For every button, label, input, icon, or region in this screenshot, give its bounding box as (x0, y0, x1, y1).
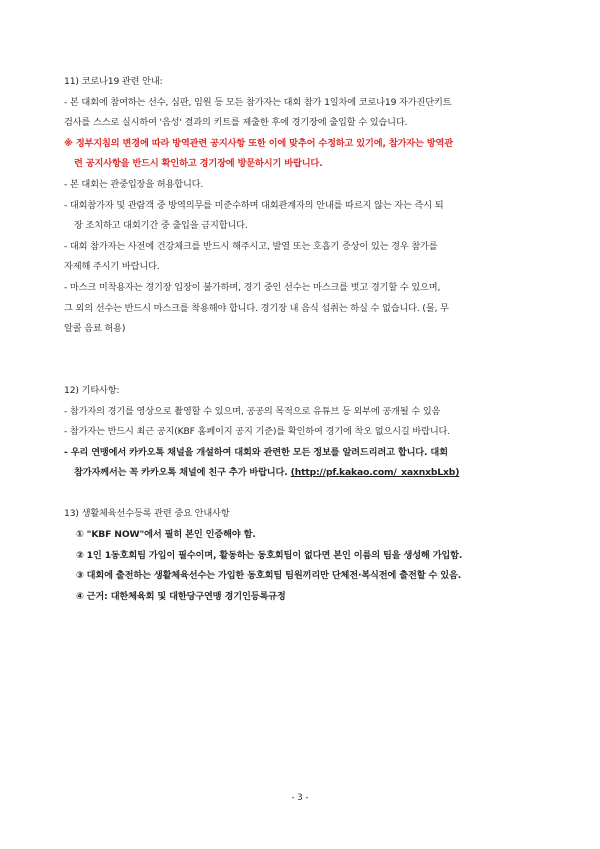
section-spacer (64, 360, 544, 381)
section-11-line: 자제해 주시기 바랍니다. (64, 261, 160, 273)
quarantine-notice-line: 련 공지사항을 반드시 확인하고 경기장에 방문하시기 바랍니다. (74, 158, 323, 170)
page-number: - 3 - (291, 793, 309, 803)
section-spacer (64, 340, 544, 361)
section-11-heading: 11) 코로나19 관련 안내: (64, 76, 163, 87)
registration-item: ④ 근거: 대한체육회 및 대한당구연맹 경기인등록규정 (76, 590, 286, 602)
kakao-channel-link[interactable]: (http://pf.kakao.com/_xaxnxbLxb) (290, 467, 460, 479)
section-13-heading: 13) 생활체육선수등록 관련 중요 안내사항 (64, 508, 230, 520)
kakao-channel-line: - 우리 연맹에서 카카오톡 채널을 개설하여 대회와 관련한 모든 정보를 알려드리려고 합니다. 대회 (64, 446, 448, 458)
kakao-channel-text: 참가자께서는 꼭 카카오톡 채널에 친구 추가 바랍니다. (74, 467, 288, 479)
section-11-line: 그 외의 선수는 반드시 마스크를 착용해야 합니다. 경기장 내 음식 섭취는 하실 수 없습니다. (물, 무 (64, 302, 449, 314)
section-12-line: - 참가자의 경기를 영상으로 촬영할 수 있으며, 공공의 목적으로 유튜브 등 외부에 공개될 수 있음 (64, 405, 441, 417)
quarantine-notice-line: ※ 정부지침의 변경에 따라 방역관련 공지사항 또한 이에 맞추어 수정하고 있기에, 참가자는 방역관 (64, 137, 453, 149)
section-11-line: 장 조치하고 대회기간 중 출입을 금지합니다. (74, 220, 248, 232)
document-body (64, 72, 544, 607)
section-11-line: - 본 대회에 참여하는 선수, 심판, 임원 등 모든 참가자는 대회 참가 1일차에 코로나19 자가진단키트 (64, 96, 452, 108)
section-11-line: - 대회참가자 및 관람객 중 방역의무를 미준수하며 대회관계자의 안내를 따르지 않는 자는 즉시 퇴 (64, 199, 444, 211)
registration-item: ③ 대회에 출전하는 생활체육선수는 가입한 동호회팀 팀원끼리만 단체전·복식전에 출전할 수 있음. (76, 570, 462, 582)
section-11-line: 알콜 음료 허용) (64, 323, 126, 335)
section-11-line: - 본 대회는 관중입장을 허용합니다. (64, 178, 204, 190)
section-12-line: - 참가자는 반드시 최근 공지(KBF 홈페이지 공지 기준)를 확인하여 경기에 착오 없으시길 바랍니다. (64, 426, 451, 438)
section-12-heading: 12) 기타사항: (64, 384, 120, 396)
section-11-line: - 대회 참가자는 사전에 건강체크를 반드시 해주시고, 발열 또는 호흡기 증상이 있는 경우 참가를 (64, 240, 438, 252)
section-spacer (64, 484, 544, 505)
section-11-line: 검사를 스스로 실시하여 '음성' 결과의 키트를 제출한 후에 경기장에 출입할 수 있습니다. (64, 117, 408, 129)
registration-item: ① "KBF NOW"에서 필히 본인 인증해야 함. (76, 529, 256, 541)
registration-item: ② 1인 1동호회팀 가입이 필수이며, 활동하는 동호회팀이 없다면 본인 이름의 팀을 생성해 가입함. (76, 549, 463, 561)
kakao-channel-line (64, 463, 544, 484)
section-11-line: - 마스크 미착용자는 경기장 입장이 불가하며, 경기 중인 선수는 마스크를 벗고 경기할 수 있으며, (64, 281, 441, 293)
